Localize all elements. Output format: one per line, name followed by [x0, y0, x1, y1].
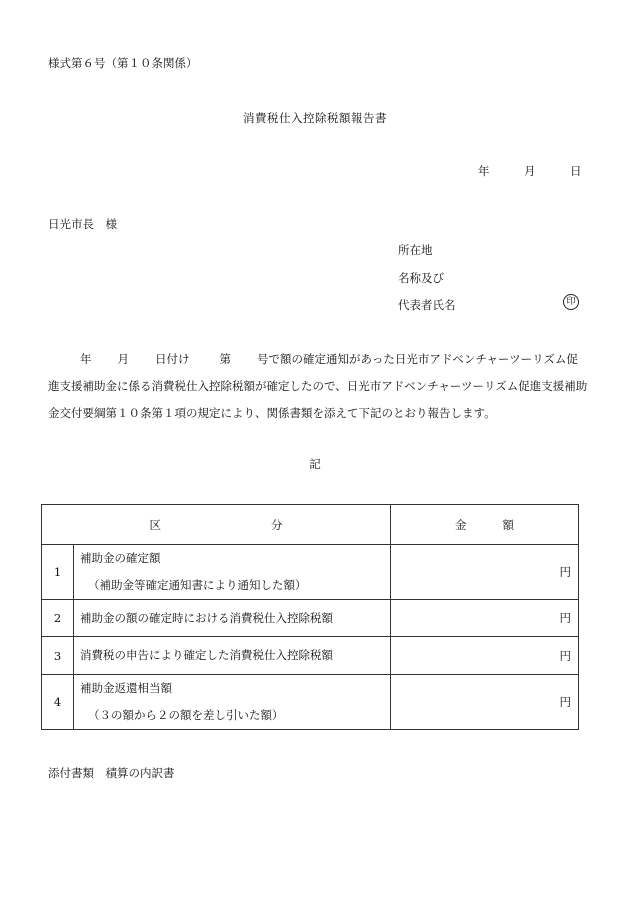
row-number: 2 [42, 600, 74, 637]
body-date: 日付け [155, 352, 190, 366]
body-dai: 第 [219, 352, 231, 366]
report-body-text [48, 346, 588, 427]
form-number: 様式第６号（第１０条関係） [48, 56, 198, 70]
table-header-row [42, 505, 579, 545]
body-year: 年 [80, 352, 92, 366]
row-number: 1 [42, 545, 74, 600]
header-amount [391, 505, 579, 545]
table-row [42, 545, 579, 600]
amount-cell[interactable]: 円 [391, 637, 579, 675]
row-description-line: 消費税の申告により確定した消費税仕入控除税額 [80, 648, 333, 662]
date-day-label: 日 [570, 164, 582, 178]
amount-cell[interactable]: 円 [391, 675, 579, 730]
row-description [74, 675, 391, 730]
date-year-label: 年 [478, 164, 490, 178]
breakdown-table [41, 504, 579, 730]
document-title: 消費税仕入控除税額報告書 [243, 111, 387, 125]
body-month: 月 [117, 352, 129, 366]
row-description-subline: （補助金等確定通知書により通知した額） [88, 578, 307, 592]
header-category-char-1: 区 [149, 517, 161, 532]
row-number: 4 [42, 675, 74, 730]
header-amount-char-2: 額 [502, 517, 514, 532]
date-month-label: 月 [524, 164, 536, 178]
header-category [42, 505, 391, 545]
attachments-note: 添付書類 積算の内訳書 [48, 766, 175, 780]
applicant-representative-label: 代表者氏名 [398, 298, 456, 312]
amount-cell[interactable]: 円 [391, 600, 579, 637]
header-amount-char-1: 金 [455, 517, 467, 532]
row-number: 3 [42, 637, 74, 675]
row-description-line: 補助金の確定額 [80, 551, 161, 565]
table-row [42, 637, 579, 675]
addressee: 日光市長 様 [48, 217, 117, 231]
row-description-subline: （３の額から２の額を差し引いた額） [88, 708, 284, 722]
applicant-location-label: 所在地 [398, 243, 433, 257]
ki-heading: 記 [309, 457, 321, 471]
seal-mark: 印 [563, 294, 579, 310]
date-line [478, 163, 582, 179]
amount-cell[interactable]: 円 [391, 545, 579, 600]
header-category-char-2: 分 [271, 517, 283, 532]
row-description-line: 補助金の額の確定時における消費税仕入控除税額 [80, 610, 333, 625]
row-description [74, 545, 391, 600]
table-row [42, 600, 579, 637]
applicant-name-label: 名称及び [398, 271, 444, 285]
row-description-line: 補助金返還相当額 [80, 681, 172, 695]
row-description [74, 637, 391, 675]
table-row [42, 675, 579, 730]
body-rest: 号で額の確定通知があった日光市アドベンチャーツーリズム促進支援補助金に係る消費税仕入控除税額が確定したので、日光市アドベンチャーツーリズム促進支援補助金交付要綱第１０条第１項の規定により、関係書類を添えて下記のとおり報告します。 [48, 352, 588, 420]
row-description [74, 600, 391, 637]
